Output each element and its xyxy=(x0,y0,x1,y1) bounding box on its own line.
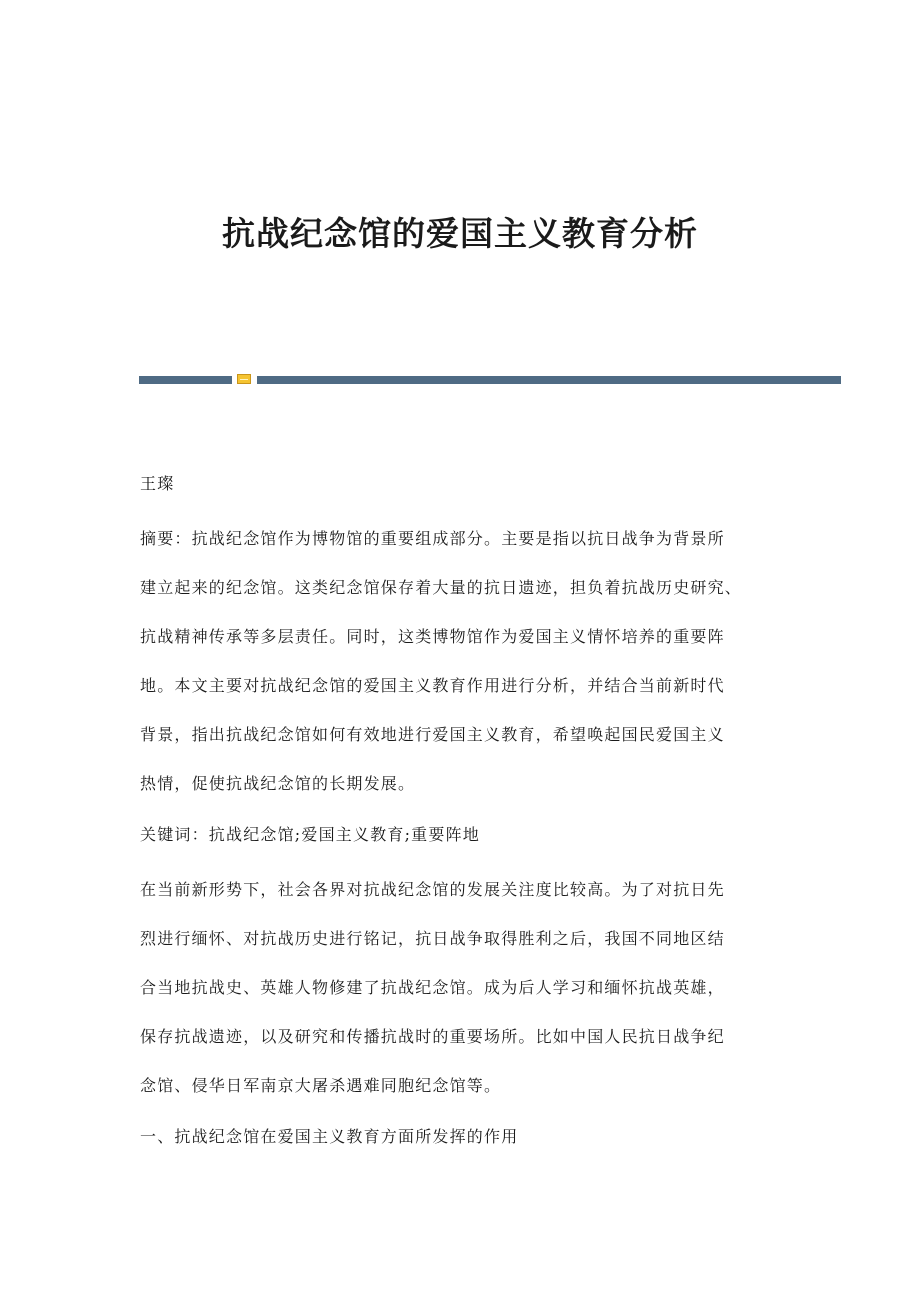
divider-bar-right xyxy=(257,376,841,384)
intro-line: 在当前新形势下，社会各界对抗战纪念馆的发展关注度比较高。为了对抗日先 xyxy=(140,880,725,899)
intro-line: 烈进行缅怀、对抗战历史进行铭记，抗日战争取得胜利之后，我国不同地区结 xyxy=(140,929,725,948)
title-divider xyxy=(139,374,841,384)
abstract-line: 背景，指出抗战纪念馆如何有效地进行爱国主义教育，希望唤起国民爱国主义 xyxy=(140,725,725,744)
divider-bar-left xyxy=(139,376,232,384)
section-heading: 一、抗战纪念馆在爱国主义教育方面所发挥的作用 xyxy=(140,1127,519,1146)
abstract-line: 地。本文主要对抗战纪念馆的爱国主义教育作用进行分析，并结合当前新时代 xyxy=(140,676,725,695)
abstract-line: 摘要：抗战纪念馆作为博物馆的重要组成部分。主要是指以抗日战争为背景所 xyxy=(140,529,725,548)
divider-marker-icon xyxy=(237,374,251,384)
abstract-paragraph xyxy=(140,529,790,823)
abstract-line: 热情，促使抗战纪念馆的长期发展。 xyxy=(140,774,416,793)
document-title: 抗战纪念馆的爱国主义教育分析 xyxy=(222,214,698,253)
intro-paragraph xyxy=(140,880,790,1125)
intro-line: 保存抗战遗迹，以及研究和传播抗战时的重要场所。比如中国人民抗日战争纪 xyxy=(140,1027,725,1046)
abstract-line: 抗战精神传承等多层责任。同时，这类博物馆作为爱国主义情怀培养的重要阵 xyxy=(140,627,725,646)
intro-line: 念馆、侵华日军南京大屠杀遇难同胞纪念馆等。 xyxy=(140,1076,502,1095)
intro-line: 合当地抗战史、英雄人物修建了抗战纪念馆。成为后人学习和缅怀抗战英雄， xyxy=(140,978,725,997)
author-name: 王璨 xyxy=(140,474,175,493)
abstract-line: 建立起来的纪念馆。这类纪念馆保存着大量的抗日遗迹，担负着抗战历史研究、 xyxy=(140,578,743,597)
keywords-line: 关键词：抗战纪念馆;爱国主义教育;重要阵地 xyxy=(140,825,480,844)
